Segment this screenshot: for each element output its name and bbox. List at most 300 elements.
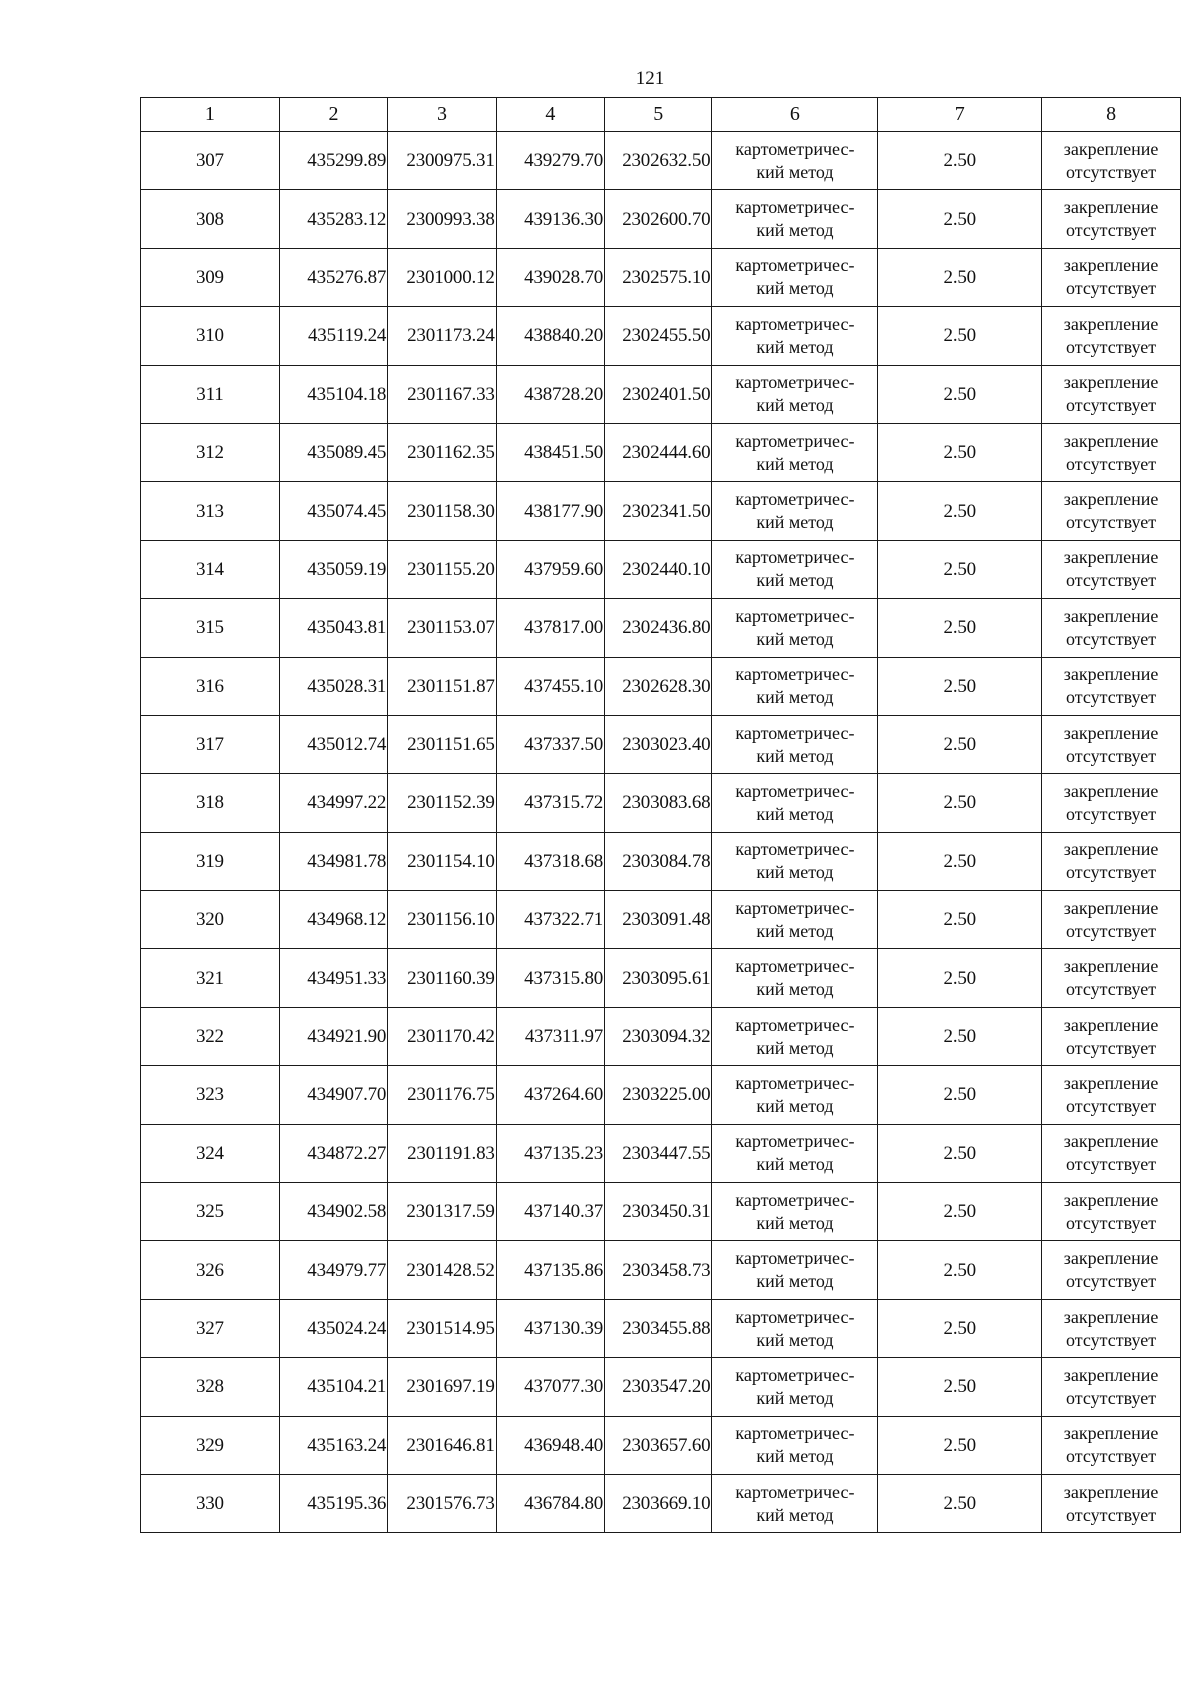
status-line-2: отсутствует <box>1066 161 1157 182</box>
table-row <box>141 1416 1181 1474</box>
table-row <box>141 715 1181 773</box>
coordinate-cell-c3: 2301191.83 <box>388 1124 496 1182</box>
coordinate-cell-c3: 2301576.73 <box>388 1474 496 1532</box>
method-line-1: картометричес- <box>735 897 855 918</box>
accuracy-cell: 2.50 <box>878 832 1042 890</box>
coordinate-cell-c5: 2303083.68 <box>605 774 712 832</box>
status-line-2: отсутствует <box>1066 1271 1157 1292</box>
status-line-1: закрепление <box>1063 605 1159 626</box>
point-number-cell: 327 <box>141 1299 280 1357</box>
coordinate-cell-c5: 2303447.55 <box>605 1124 712 1182</box>
marking-status-cell <box>1042 599 1181 657</box>
status-line-2: отсутствует <box>1066 687 1157 708</box>
column-header-8: 8 <box>1042 98 1181 132</box>
method-line-2: кий метод <box>756 745 834 766</box>
method-line-1: картометричес- <box>735 839 855 860</box>
status-line-2: отсутствует <box>1066 1154 1157 1175</box>
method-line-2: кий метод <box>756 628 834 649</box>
coordinate-cell-c2: 435276.87 <box>279 248 387 306</box>
coordinate-cell-c2: 435283.12 <box>279 190 387 248</box>
accuracy-cell: 2.50 <box>878 657 1042 715</box>
coordinate-cell-c2: 434968.12 <box>279 891 387 949</box>
accuracy-cell: 2.50 <box>878 1299 1042 1357</box>
method-cell <box>712 715 878 773</box>
status-line-2: отсутствует <box>1066 1387 1157 1408</box>
method-line-2: кий метод <box>756 570 834 591</box>
coordinate-cell-c4: 437337.50 <box>496 715 604 773</box>
accuracy-cell: 2.50 <box>878 1183 1042 1241</box>
table-row <box>141 1241 1181 1299</box>
column-header-3: 3 <box>388 98 496 132</box>
point-number-cell: 308 <box>141 190 280 248</box>
coordinate-cell-c4: 436784.80 <box>496 1474 604 1532</box>
point-number-cell: 316 <box>141 657 280 715</box>
page-number <box>0 68 1200 90</box>
coordinate-cell-c4: 437318.68 <box>496 832 604 890</box>
table-row <box>141 774 1181 832</box>
method-line-1: картометричес- <box>735 1131 855 1152</box>
status-line-2: отсутствует <box>1066 570 1157 591</box>
coordinate-cell-c2: 434979.77 <box>279 1241 387 1299</box>
method-line-2: кий метод <box>756 161 834 182</box>
coordinate-cell-c4: 438451.50 <box>496 423 604 481</box>
coordinate-cell-c3: 2301167.33 <box>388 365 496 423</box>
coordinate-cell-c2: 435104.21 <box>279 1358 387 1416</box>
status-line-1: закрепление <box>1063 897 1159 918</box>
coordinate-cell-c2: 435028.31 <box>279 657 387 715</box>
accuracy-cell: 2.50 <box>878 891 1042 949</box>
coordinate-cell-c2: 434997.22 <box>279 774 387 832</box>
coordinate-cell-c4: 438177.90 <box>496 482 604 540</box>
accuracy-cell: 2.50 <box>878 248 1042 306</box>
status-line-1: закрепление <box>1063 722 1159 743</box>
coordinate-cell-c4: 437077.30 <box>496 1358 604 1416</box>
coordinate-cell-c2: 435089.45 <box>279 423 387 481</box>
coordinate-cell-c4: 437455.10 <box>496 657 604 715</box>
method-line-2: кий метод <box>756 1037 834 1058</box>
coordinate-cell-c4: 437315.72 <box>496 774 604 832</box>
coordinate-cell-c5: 2302341.50 <box>605 482 712 540</box>
coordinate-cell-c2: 434981.78 <box>279 832 387 890</box>
method-line-1: картометричес- <box>735 489 855 510</box>
point-number-cell: 319 <box>141 832 280 890</box>
accuracy-cell: 2.50 <box>878 423 1042 481</box>
method-cell <box>712 891 878 949</box>
method-line-1: картометричес- <box>735 197 855 218</box>
table-body <box>141 132 1181 1533</box>
coordinate-cell-c3: 2301160.39 <box>388 949 496 1007</box>
marking-status-cell <box>1042 1358 1181 1416</box>
marking-status-cell <box>1042 1183 1181 1241</box>
coordinate-cell-c4: 438728.20 <box>496 365 604 423</box>
column-header-2: 2 <box>279 98 387 132</box>
coordinate-cell-c2: 435024.24 <box>279 1299 387 1357</box>
method-cell <box>712 657 878 715</box>
accuracy-cell: 2.50 <box>878 482 1042 540</box>
method-cell <box>712 423 878 481</box>
coordinate-cell-c2: 434902.58 <box>279 1183 387 1241</box>
method-line-1: картометричес- <box>735 255 855 276</box>
accuracy-cell: 2.50 <box>878 307 1042 365</box>
status-line-1: закрепление <box>1063 197 1159 218</box>
coordinate-cell-c5: 2302440.10 <box>605 540 712 598</box>
point-number-cell: 311 <box>141 365 280 423</box>
coordinate-cell-c2: 435163.24 <box>279 1416 387 1474</box>
coordinate-cell-c4: 439028.70 <box>496 248 604 306</box>
marking-status-cell <box>1042 1241 1181 1299</box>
coordinate-cell-c5: 2303450.31 <box>605 1183 712 1241</box>
status-line-2: отсутствует <box>1066 1329 1157 1350</box>
method-line-1: картометричес- <box>735 1423 855 1444</box>
table-row <box>141 891 1181 949</box>
status-line-1: закрепление <box>1063 489 1159 510</box>
coordinate-cell-c5: 2303455.88 <box>605 1299 712 1357</box>
coordinate-cell-c5: 2302632.50 <box>605 132 712 190</box>
method-line-1: картометричес- <box>735 1364 855 1385</box>
accuracy-cell: 2.50 <box>878 1358 1042 1416</box>
method-cell <box>712 482 878 540</box>
method-cell <box>712 1299 878 1357</box>
coordinate-cell-c4: 437264.60 <box>496 1066 604 1124</box>
coordinate-cell-c3: 2301156.10 <box>388 891 496 949</box>
status-line-2: отсутствует <box>1066 1095 1157 1116</box>
status-line-1: закрепление <box>1063 372 1159 393</box>
marking-status-cell <box>1042 949 1181 1007</box>
coordinate-cell-c4: 437817.00 <box>496 599 604 657</box>
method-cell <box>712 132 878 190</box>
method-cell <box>712 1007 878 1065</box>
method-line-1: картометричес- <box>735 956 855 977</box>
coordinate-cell-c3: 2300975.31 <box>388 132 496 190</box>
status-line-1: закрепление <box>1063 547 1159 568</box>
method-line-1: картометричес- <box>735 1072 855 1093</box>
status-line-2: отсутствует <box>1066 1037 1157 1058</box>
coordinate-cell-c5: 2303084.78 <box>605 832 712 890</box>
accuracy-cell: 2.50 <box>878 949 1042 1007</box>
method-line-2: кий метод <box>756 1504 834 1525</box>
table-row <box>141 540 1181 598</box>
coordinate-cell-c2: 435119.24 <box>279 307 387 365</box>
page-number-text: 121 <box>635 68 665 89</box>
method-cell <box>712 365 878 423</box>
method-line-2: кий метод <box>756 1154 834 1175</box>
status-line-1: закрепление <box>1063 1306 1159 1327</box>
marking-status-cell <box>1042 774 1181 832</box>
coordinate-cell-c5: 2303094.32 <box>605 1007 712 1065</box>
status-line-1: закрепление <box>1063 1014 1159 1035</box>
method-line-2: кий метод <box>756 336 834 357</box>
marking-status-cell <box>1042 1474 1181 1532</box>
marking-status-cell <box>1042 248 1181 306</box>
coordinate-cell-c3: 2301514.95 <box>388 1299 496 1357</box>
method-line-1: картометричес- <box>735 1481 855 1502</box>
method-line-2: кий метод <box>756 979 834 1000</box>
coordinate-cell-c2: 435012.74 <box>279 715 387 773</box>
coordinate-cell-c5: 2303547.20 <box>605 1358 712 1416</box>
coordinate-cell-c3: 2301155.20 <box>388 540 496 598</box>
point-number-cell: 314 <box>141 540 280 598</box>
coordinates-table <box>140 97 1181 1533</box>
coordinate-cell-c5: 2303225.00 <box>605 1066 712 1124</box>
status-line-1: закрепление <box>1063 255 1159 276</box>
coordinate-cell-c2: 435059.19 <box>279 540 387 598</box>
point-number-cell: 310 <box>141 307 280 365</box>
status-line-2: отсутствует <box>1066 278 1157 299</box>
status-line-1: закрепление <box>1063 1481 1159 1502</box>
table-row <box>141 1474 1181 1532</box>
method-cell <box>712 1241 878 1299</box>
method-line-1: картометричес- <box>735 1306 855 1327</box>
coordinate-cell-c2: 435074.45 <box>279 482 387 540</box>
point-number-cell: 309 <box>141 248 280 306</box>
coordinate-cell-c2: 435043.81 <box>279 599 387 657</box>
table-row <box>141 1066 1181 1124</box>
coordinate-cell-c3: 2301428.52 <box>388 1241 496 1299</box>
method-cell <box>712 1474 878 1532</box>
coordinate-cell-c2: 435195.36 <box>279 1474 387 1532</box>
point-number-cell: 324 <box>141 1124 280 1182</box>
table-row <box>141 1007 1181 1065</box>
method-line-2: кий метод <box>756 220 834 241</box>
table-row <box>141 599 1181 657</box>
method-line-2: кий метод <box>756 920 834 941</box>
point-number-cell: 318 <box>141 774 280 832</box>
status-line-2: отсутствует <box>1066 1212 1157 1233</box>
accuracy-cell: 2.50 <box>878 132 1042 190</box>
coordinate-cell-c5: 2302455.50 <box>605 307 712 365</box>
marking-status-cell <box>1042 657 1181 715</box>
coordinate-cell-c3: 2301153.07 <box>388 599 496 657</box>
method-cell <box>712 1416 878 1474</box>
method-line-1: картометричес- <box>735 547 855 568</box>
method-line-2: кий метод <box>756 395 834 416</box>
header-row <box>141 98 1181 132</box>
coordinate-cell-c5: 2302628.30 <box>605 657 712 715</box>
coordinate-cell-c4: 437135.23 <box>496 1124 604 1182</box>
accuracy-cell: 2.50 <box>878 715 1042 773</box>
status-line-1: закрепление <box>1063 1423 1159 1444</box>
status-line-1: закрепление <box>1063 430 1159 451</box>
status-line-2: отсутствует <box>1066 395 1157 416</box>
status-line-2: отсутствует <box>1066 453 1157 474</box>
accuracy-cell: 2.50 <box>878 1416 1042 1474</box>
status-line-2: отсутствует <box>1066 862 1157 883</box>
method-line-1: картометричес- <box>735 1248 855 1269</box>
point-number-cell: 320 <box>141 891 280 949</box>
coordinate-cell-c4: 439279.70 <box>496 132 604 190</box>
method-line-1: картометричес- <box>735 138 855 159</box>
status-line-2: отсутствует <box>1066 336 1157 357</box>
method-line-1: картометричес- <box>735 372 855 393</box>
marking-status-cell <box>1042 1066 1181 1124</box>
method-line-2: кий метод <box>756 803 834 824</box>
method-cell <box>712 949 878 1007</box>
table-header <box>141 98 1181 132</box>
coordinate-cell-c5: 2302575.10 <box>605 248 712 306</box>
coordinate-cell-c3: 2301000.12 <box>388 248 496 306</box>
method-line-2: кий метод <box>756 512 834 533</box>
coordinate-cell-c2: 435299.89 <box>279 132 387 190</box>
method-line-2: кий метод <box>756 1329 834 1350</box>
point-number-cell: 326 <box>141 1241 280 1299</box>
table-row <box>141 1183 1181 1241</box>
coordinate-cell-c3: 2301173.24 <box>388 307 496 365</box>
coordinate-cell-c4: 437140.37 <box>496 1183 604 1241</box>
accuracy-cell: 2.50 <box>878 365 1042 423</box>
coordinate-cell-c3: 2301176.75 <box>388 1066 496 1124</box>
coordinate-cell-c4: 437135.86 <box>496 1241 604 1299</box>
column-header-5: 5 <box>605 98 712 132</box>
accuracy-cell: 2.50 <box>878 774 1042 832</box>
method-cell <box>712 1183 878 1241</box>
coordinate-cell-c3: 2301162.35 <box>388 423 496 481</box>
column-header-7: 7 <box>878 98 1042 132</box>
point-number-cell: 315 <box>141 599 280 657</box>
marking-status-cell <box>1042 365 1181 423</box>
coordinate-cell-c3: 2301152.39 <box>388 774 496 832</box>
method-line-1: картометричес- <box>735 430 855 451</box>
coordinate-cell-c5: 2303669.10 <box>605 1474 712 1532</box>
table-row <box>141 365 1181 423</box>
table-row <box>141 1299 1181 1357</box>
status-line-2: отсутствует <box>1066 628 1157 649</box>
status-line-2: отсутствует <box>1066 1504 1157 1525</box>
point-number-cell: 325 <box>141 1183 280 1241</box>
table-row <box>141 482 1181 540</box>
coordinate-cell-c3: 2301317.59 <box>388 1183 496 1241</box>
status-line-2: отсутствует <box>1066 920 1157 941</box>
table-row <box>141 307 1181 365</box>
status-line-2: отсутствует <box>1066 979 1157 1000</box>
coordinate-cell-c3: 2301158.30 <box>388 482 496 540</box>
table-row <box>141 657 1181 715</box>
method-line-1: картометричес- <box>735 1189 855 1210</box>
status-line-1: закрепление <box>1063 313 1159 334</box>
method-line-1: картометричес- <box>735 1014 855 1035</box>
method-cell <box>712 1358 878 1416</box>
accuracy-cell: 2.50 <box>878 1474 1042 1532</box>
accuracy-cell: 2.50 <box>878 540 1042 598</box>
accuracy-cell: 2.50 <box>878 1241 1042 1299</box>
table-row <box>141 949 1181 1007</box>
status-line-2: отсутствует <box>1066 1446 1157 1467</box>
method-cell <box>712 248 878 306</box>
point-number-cell: 321 <box>141 949 280 1007</box>
coordinate-cell-c2: 434872.27 <box>279 1124 387 1182</box>
coordinate-cell-c4: 439136.30 <box>496 190 604 248</box>
coordinate-cell-c5: 2302436.80 <box>605 599 712 657</box>
point-number-cell: 312 <box>141 423 280 481</box>
method-line-2: кий метод <box>756 687 834 708</box>
column-header-6: 6 <box>712 98 878 132</box>
method-cell <box>712 307 878 365</box>
coordinate-cell-c3: 2301151.87 <box>388 657 496 715</box>
method-line-2: кий метод <box>756 1446 834 1467</box>
point-number-cell: 330 <box>141 1474 280 1532</box>
method-cell <box>712 1066 878 1124</box>
marking-status-cell <box>1042 1124 1181 1182</box>
accuracy-cell: 2.50 <box>878 1007 1042 1065</box>
coordinate-cell-c3: 2301170.42 <box>388 1007 496 1065</box>
status-line-1: закрепление <box>1063 1248 1159 1269</box>
point-number-cell: 313 <box>141 482 280 540</box>
accuracy-cell: 2.50 <box>878 599 1042 657</box>
point-number-cell: 322 <box>141 1007 280 1065</box>
coordinate-cell-c3: 2301151.65 <box>388 715 496 773</box>
method-line-2: кий метод <box>756 1271 834 1292</box>
coordinate-cell-c4: 437959.60 <box>496 540 604 598</box>
method-line-2: кий метод <box>756 453 834 474</box>
point-number-cell: 328 <box>141 1358 280 1416</box>
coordinate-cell-c4: 436948.40 <box>496 1416 604 1474</box>
marking-status-cell <box>1042 1416 1181 1474</box>
marking-status-cell <box>1042 891 1181 949</box>
coordinate-cell-c2: 435104.18 <box>279 365 387 423</box>
method-cell <box>712 774 878 832</box>
coordinate-cell-c2: 434951.33 <box>279 949 387 1007</box>
column-header-4: 4 <box>496 98 604 132</box>
marking-status-cell <box>1042 540 1181 598</box>
method-line-1: картометричес- <box>735 780 855 801</box>
table-row <box>141 248 1181 306</box>
coordinate-cell-c4: 437130.39 <box>496 1299 604 1357</box>
table-row <box>141 832 1181 890</box>
marking-status-cell <box>1042 1007 1181 1065</box>
method-cell <box>712 190 878 248</box>
status-line-2: отсутствует <box>1066 512 1157 533</box>
point-number-cell: 307 <box>141 132 280 190</box>
coordinate-cell-c5: 2303091.48 <box>605 891 712 949</box>
status-line-2: отсутствует <box>1066 220 1157 241</box>
column-header-1: 1 <box>141 98 280 132</box>
marking-status-cell <box>1042 132 1181 190</box>
method-line-1: картометричес- <box>735 605 855 626</box>
table-row <box>141 132 1181 190</box>
method-line-2: кий метод <box>756 1095 834 1116</box>
accuracy-cell: 2.50 <box>878 1124 1042 1182</box>
marking-status-cell <box>1042 307 1181 365</box>
status-line-1: закрепление <box>1063 138 1159 159</box>
status-line-1: закрепление <box>1063 956 1159 977</box>
marking-status-cell <box>1042 482 1181 540</box>
marking-status-cell <box>1042 832 1181 890</box>
coordinate-cell-c5: 2303657.60 <box>605 1416 712 1474</box>
method-cell <box>712 832 878 890</box>
method-cell <box>712 599 878 657</box>
coordinate-cell-c5: 2302444.60 <box>605 423 712 481</box>
status-line-1: закрепление <box>1063 664 1159 685</box>
status-line-1: закрепление <box>1063 839 1159 860</box>
marking-status-cell <box>1042 1299 1181 1357</box>
method-line-2: кий метод <box>756 1387 834 1408</box>
table-row <box>141 1124 1181 1182</box>
method-line-1: картометричес- <box>735 313 855 334</box>
method-line-2: кий метод <box>756 278 834 299</box>
table-row <box>141 423 1181 481</box>
coordinate-cell-c4: 438840.20 <box>496 307 604 365</box>
status-line-1: закрепление <box>1063 1189 1159 1210</box>
point-number-cell: 329 <box>141 1416 280 1474</box>
marking-status-cell <box>1042 715 1181 773</box>
coordinate-cell-c5: 2302401.50 <box>605 365 712 423</box>
coordinate-cell-c5: 2303023.40 <box>605 715 712 773</box>
table-row <box>141 1358 1181 1416</box>
coordinate-cell-c3: 2301154.10 <box>388 832 496 890</box>
coordinate-cell-c3: 2301646.81 <box>388 1416 496 1474</box>
accuracy-cell: 2.50 <box>878 190 1042 248</box>
coordinate-cell-c2: 434907.70 <box>279 1066 387 1124</box>
coordinate-cell-c3: 2300993.38 <box>388 190 496 248</box>
